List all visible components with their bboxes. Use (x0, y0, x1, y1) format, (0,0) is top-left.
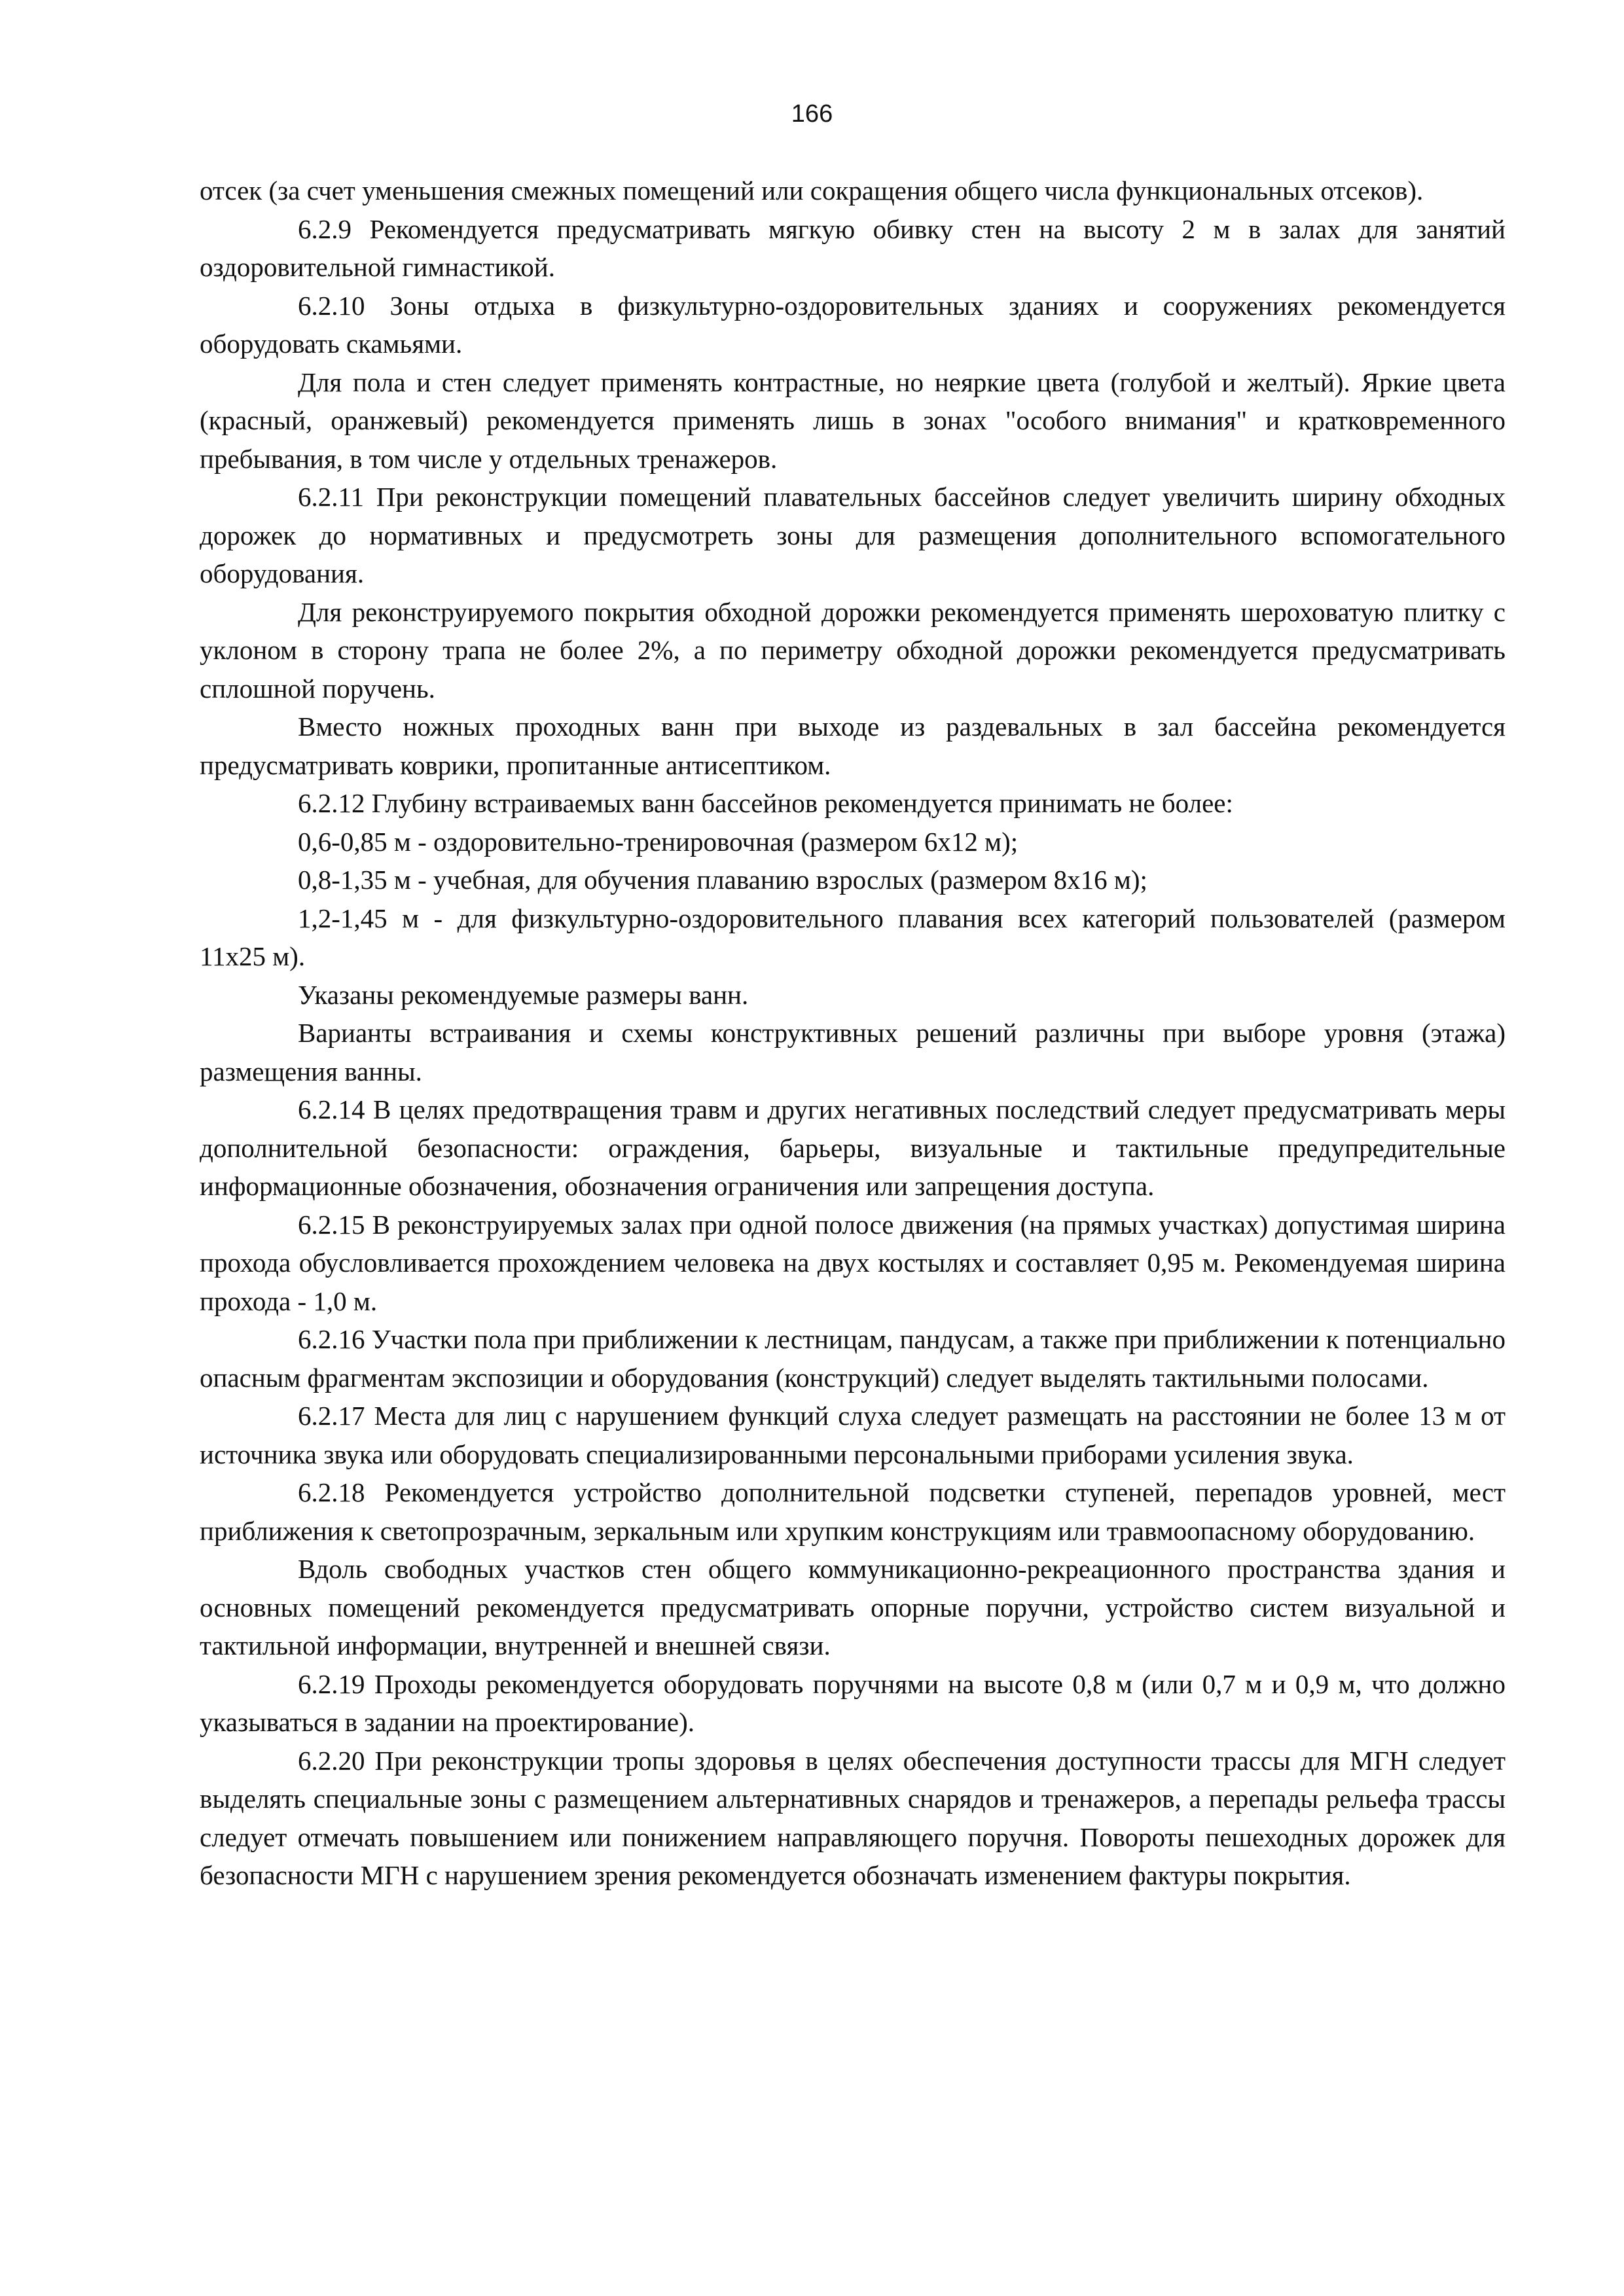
paragraph-6-2-19: 6.2.19 Проходы рекомендуется оборудовать поручнями на высоте 0,8 м (или 0,7 м и 0,9 м, что должно указываться в задании на проектирование). (200, 1668, 1506, 1737)
paragraph-6-2-11: 6.2.11 При реконструкции помещений плавательных бассейнов следует увеличить ширину обходных дорожек до нормативных и предусмотреть зоны для размещения дополнительного вспомогательного оборудования. (200, 482, 1506, 588)
list-item-depth-1: 0,6-0,85 м - оздоровительно-тренировочная (размером 6x12 м); (298, 826, 1019, 857)
paragraph-continuation: отсек (за счет уменьшения смежных помещений или сокращения общего числа функциональных отсеков). (200, 175, 1424, 206)
paragraph-handrails: Вдоль свободных участков стен общего коммуникационно-рекреационного пространства здания и основных помещений рекомендуется предусматривать опорные поручни, устройство систем визуальной и тактильной информации, внутренней и внешней связи. (200, 1554, 1506, 1660)
paragraph-bath-sizes: Указаны рекомендуемые размеры ванн. (298, 979, 749, 1010)
paragraph-walkway-cover: Для реконструируемого покрытия обходной дорожки рекомендуется применять шероховатую плитку с уклоном в сторону трапа не более 2%, а по периметру обходной дорожки рекомендуется предусматривать сплошной поручень. (200, 596, 1506, 704)
page-number: 166 (791, 100, 833, 128)
paragraph-colors: Для пола и стен следует применять контрастные, но неяркие цвета (голубой и желтый). Яркие цвета (красный, оранжевый) рекомендуется применять лишь в зонах "особого внимания" и кратковременного пребывания, в том числе у отдельных тренажеров. (200, 367, 1506, 474)
paragraph-6-2-10: 6.2.10 Зоны отдыха в физкультурно-оздоровительных зданиях и сооружениях рекомендуется оборудовать скамьями. (200, 290, 1506, 359)
paragraph-6-2-17: 6.2.17 Места для лиц с нарушением функций слуха следует размещать на расстоянии не более 13 м от источника звука или оборудовать специализированными персональными приборами усиления звука. (200, 1401, 1506, 1469)
paragraph-6-2-9: 6.2.9 Рекомендуется предусматривать мягкую обивку стен на высоту 2 м в залах для занятий оздоровительной гимнастикой. (200, 213, 1506, 282)
paragraph-6-2-15: 6.2.15 В реконструируемых залах при одной полосе движения (на прямых участках) допустимая ширина прохода обусловливается прохождением человека на двух костылях и составляет 0,95 м. Рекомендуемая ширина прохода - 1,0 м. (200, 1209, 1506, 1316)
list-item-depth-2: 0,8-1,35 м - учебная, для обучения плаванию взрослых (размером 8x16 м); (298, 865, 1147, 895)
paragraph-6-2-20: 6.2.20 При реконструкции тропы здоровья в целях обеспечения доступности трассы для МГН следует выделять специальные зоны с размещением альтернативных снарядов и тренажеров, а перепады рельефа трассы следует отмечать повышением или понижением направляющего поручня. Повороты пешеходных дорожек для безопасности МГН с нарушением зрения рекомендуется обозначать изменением фактуры покрытия. (200, 1745, 1506, 1890)
document-body (200, 171, 1506, 1895)
paragraph-foot-baths: Вместо ножных проходных ванн при выходе из раздевальных в зал бассейна рекомендуется предусматривать коврики, пропитанные антисептиком. (200, 711, 1506, 780)
paragraph-6-2-16: 6.2.16 Участки пола при приближении к лестницам, пандусам, а также при приближении к потенциально опасным фрагментам экспозиции и оборудования (конструкций) следует выделять тактильными полосами. (200, 1324, 1506, 1393)
paragraph-6-2-14: 6.2.14 В целях предотвращения травм и других негативных последствий следует предусматривать меры дополнительной безопасности: ограждения, барьеры, визуальные и тактильные предупредительные информационные обозначения, обозначения ограничения или запрещения доступа. (200, 1094, 1506, 1201)
paragraph-6-2-12: 6.2.12 Глубину встраиваемых ванн бассейнов рекомендуется принимать не более: (298, 788, 1233, 818)
paragraph-6-2-18: 6.2.18 Рекомендуется устройство дополнительной подсветки ступеней, перепадов уровней, мест приближения к светопрозрачным, зеркальным или хрупким конструкциям или травмоопасному оборудованию. (200, 1477, 1506, 1546)
paragraph-construction-variants: Варианты встраивания и схемы конструктивных решений различны при выборе уровня (этажа) размещения ванны. (200, 1018, 1506, 1086)
list-item-depth-3: 1,2-1,45 м - для физкультурно-оздоровительного плавания всех категорий пользователей (размером 11x25 м). (200, 903, 1506, 971)
